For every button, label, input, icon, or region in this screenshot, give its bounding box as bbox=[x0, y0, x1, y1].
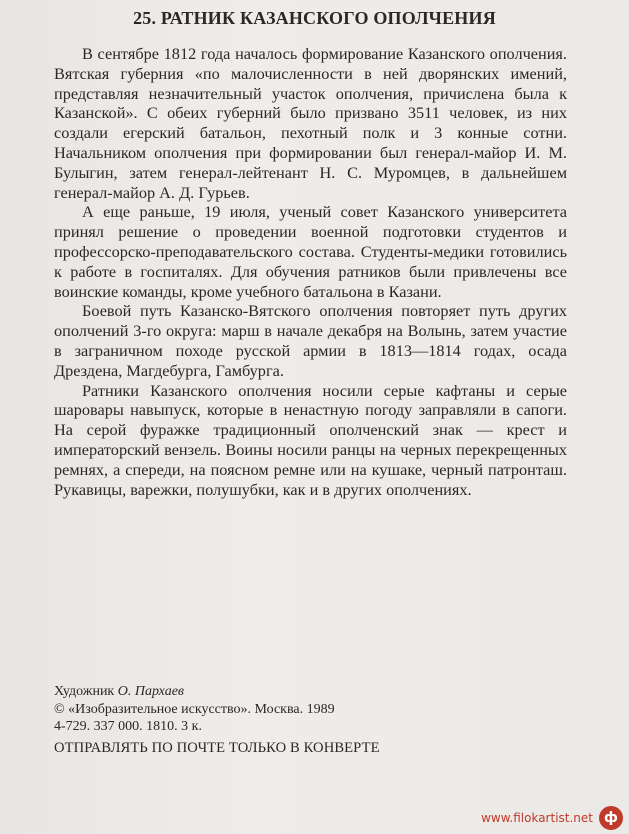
mailing-note: ОТПРАВЛЯТЬ ПО ПОЧТЕ ТОЛЬКО В КОНВЕРТЕ bbox=[54, 740, 380, 756]
watermark-link[interactable]: www.filokartist.net bbox=[481, 811, 593, 825]
paragraph: В сентябре 1812 года началось формирование Казанского ополчения. Вятская губерния «по малочисленности в ней дворянских имений, представляя незначительный участок ополчения, причислена была к Казанской». С обеих губерний было призвано 3511 человек, из них создали егерский батальон, пехотный полк и 3 конные сотни. Начальником ополчения при формировании был генерал-майор И. М. Булыгин, затем генерал-лейтенант Н. С. Муромцев, в дальнейшем генерал-майор А. Д. Гурьев. bbox=[54, 44, 567, 202]
paragraph: А еще раньше, 19 июля, ученый совет Казанского университета принял решение о проведении военной подготовки студентов и профессорско-преподавательского состава. Студенты-медики готовились к работе в госпиталях. Для обучения ратников были привлечены все воинские команды, кроме учебного батальона в Казани. bbox=[54, 202, 567, 301]
paragraph: Ратники Казанского ополчения носили серые кафтаны и серые шаровары навыпуск, которые в ненастную погоду заправляли в сапоги. На серой фуражке традиционный ополченский знак — крест и императорский вензель. Воины носили ранцы на черных перекрещенных ремнях, а спереди, на поясном ремне или на кушаке, черный патронташ. Рукавицы, варежки, полушубки, как и в других ополчениях. bbox=[54, 380, 567, 499]
card-title: 25. РАТНИК КАЗАНСКОГО ОПОЛЧЕНИЯ bbox=[133, 8, 496, 28]
artist-label: Художник bbox=[54, 684, 115, 699]
print-code: 4-729. 337 000. 1810. 3 к. bbox=[54, 719, 202, 734]
description-text bbox=[54, 44, 567, 499]
artist-name: О. Пархаев bbox=[117, 684, 184, 699]
credits bbox=[54, 683, 574, 736]
watermark[interactable] bbox=[481, 806, 623, 830]
publisher-line: © «Изобразительное искусство». Москва. 1989 bbox=[54, 701, 335, 717]
artist-line bbox=[54, 683, 574, 701]
watermark-logo-icon: ф bbox=[599, 806, 623, 830]
paragraph: Боевой путь Казанско-Вятского ополчения повторяет путь других ополчений 3-го округа: марш в начале декабря на Волынь, затем участие в заграничном походе русской армии в 1813—1814 годах, осада Дрездена, Магдебурга, Гамбурга. bbox=[54, 301, 567, 380]
